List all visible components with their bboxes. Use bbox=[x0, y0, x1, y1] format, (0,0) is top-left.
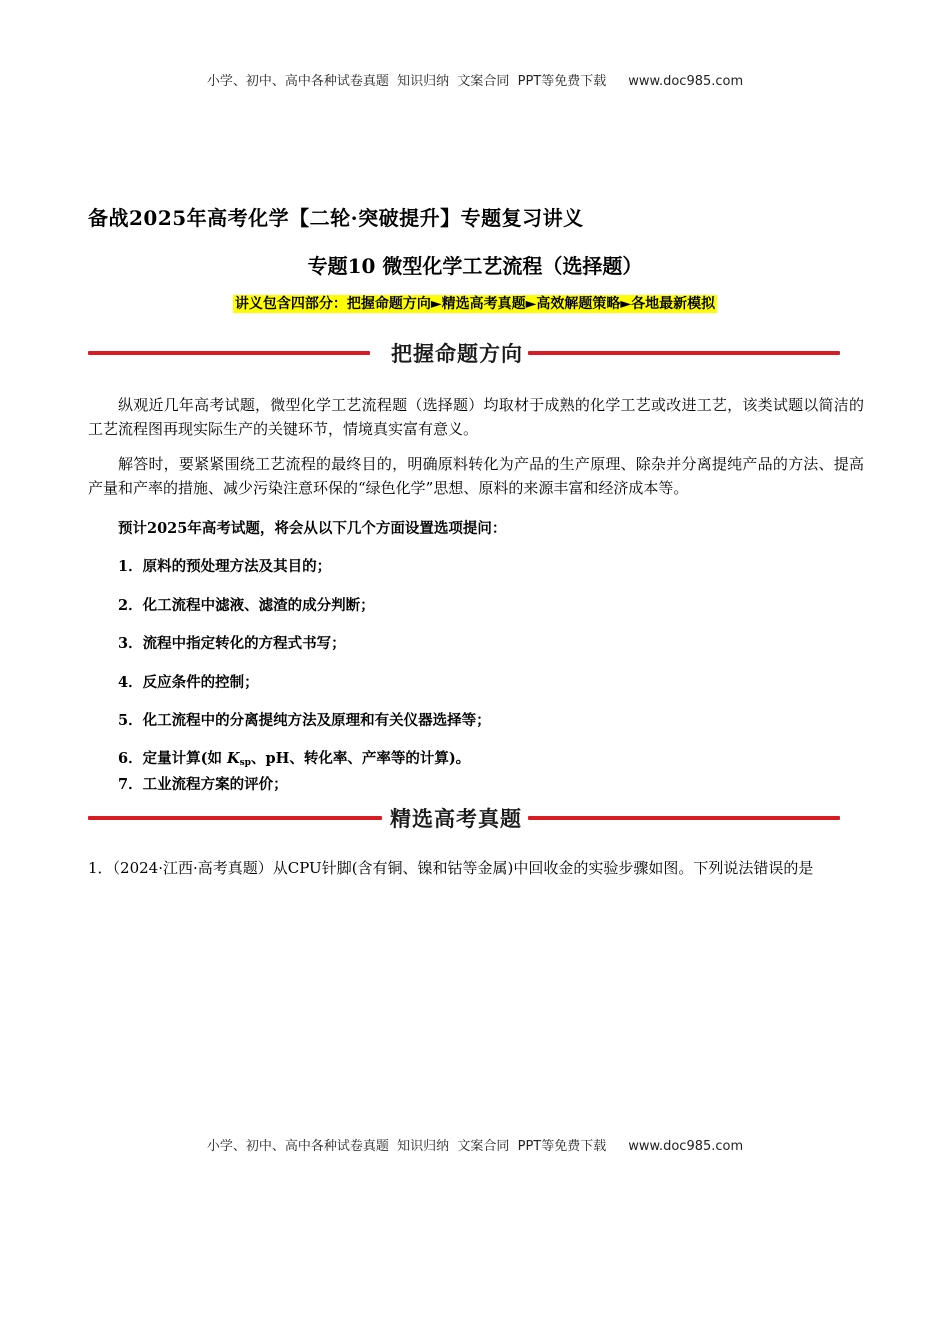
banner-rule-left bbox=[88, 816, 382, 820]
forecast-item: 1．原料的预处理方法及其目的； bbox=[118, 558, 332, 575]
forecast-item: 2．化工流程中滤液、滤渣的成分判断； bbox=[118, 597, 375, 614]
banner-rule-left bbox=[88, 351, 370, 355]
page-header bbox=[0, 70, 950, 89]
intro-highlight-text: 讲义包含四部分：把握命题方向►精选高考真题►高效解题策略►各地最新模拟 bbox=[234, 296, 716, 312]
page-footer bbox=[0, 1135, 950, 1154]
header-text: 小学、初中、高中各种试卷真题 知识归纳 文案合同 PPT等免费下载 bbox=[206, 74, 607, 89]
ksp-symbol: K bbox=[227, 750, 240, 767]
document-subtitle: 专题10 微型化学工艺流程（选择题） bbox=[307, 254, 643, 278]
forecast-item: 3．流程中指定转化的方程式书写； bbox=[118, 635, 346, 652]
question-1: 1．（2024·江西·高考真题）从CPU针脚(含有铜、镍和钴等金属)中回收金的实验步骤如图。下列说法错误的是 bbox=[88, 859, 814, 877]
paragraph-overview: 纵观近几年高考试题，微型化学工艺流程题（选择题）均取材于成熟的化学工艺或改进工艺，该类试题以简洁的工艺流程图再现实际生产的关键环节，情境真实富有意义。 bbox=[88, 396, 864, 438]
paragraph-approach: 解答时，要紧紧围绕工艺流程的最终目的，明确原料转化为产品的生产原理、除杂并分离提纯产品的方法、提高产量和产率的措施、减少污染注意环保的“绿色化学”思想、原料的来源丰富和经济成本等。 bbox=[88, 455, 864, 497]
forecast-item-ksp bbox=[118, 747, 470, 768]
section-heading-direction: 把握命题方向 bbox=[391, 342, 523, 366]
item6-suffix: 、pH、转化率、产率等的计算)。 bbox=[250, 750, 471, 767]
forecast-item: 4．反应条件的控制； bbox=[118, 674, 259, 691]
footer-text: 小学、初中、高中各种试卷真题 知识归纳 文案合同 PPT等免费下载 bbox=[206, 1139, 607, 1154]
header-url[interactable]: www.doc985.com bbox=[628, 74, 744, 89]
section-banner-direction bbox=[88, 338, 840, 368]
banner-rule-right bbox=[528, 351, 840, 355]
ksp-subscript: sp bbox=[239, 758, 251, 768]
forecast-item: 7．工业流程方案的评价； bbox=[118, 776, 288, 793]
intro-highlight bbox=[0, 293, 950, 313]
forecast-item: 5．化工流程中的分离提纯方法及原理和有关仪器选择等； bbox=[118, 712, 491, 729]
footer-url[interactable]: www.doc985.com bbox=[628, 1139, 744, 1154]
banner-rule-right bbox=[528, 816, 840, 820]
section-heading-exam: 精选高考真题 bbox=[390, 807, 522, 831]
item6-prefix: 6．定量计算(如 bbox=[118, 750, 227, 767]
section-banner-exam bbox=[88, 803, 840, 833]
forecast-intro: 预计2025年高考试题，将会从以下几个方面设置选项提问： bbox=[118, 520, 507, 537]
document-title: 备战2025年高考化学【二轮·突破提升】专题复习讲义 bbox=[88, 206, 584, 230]
